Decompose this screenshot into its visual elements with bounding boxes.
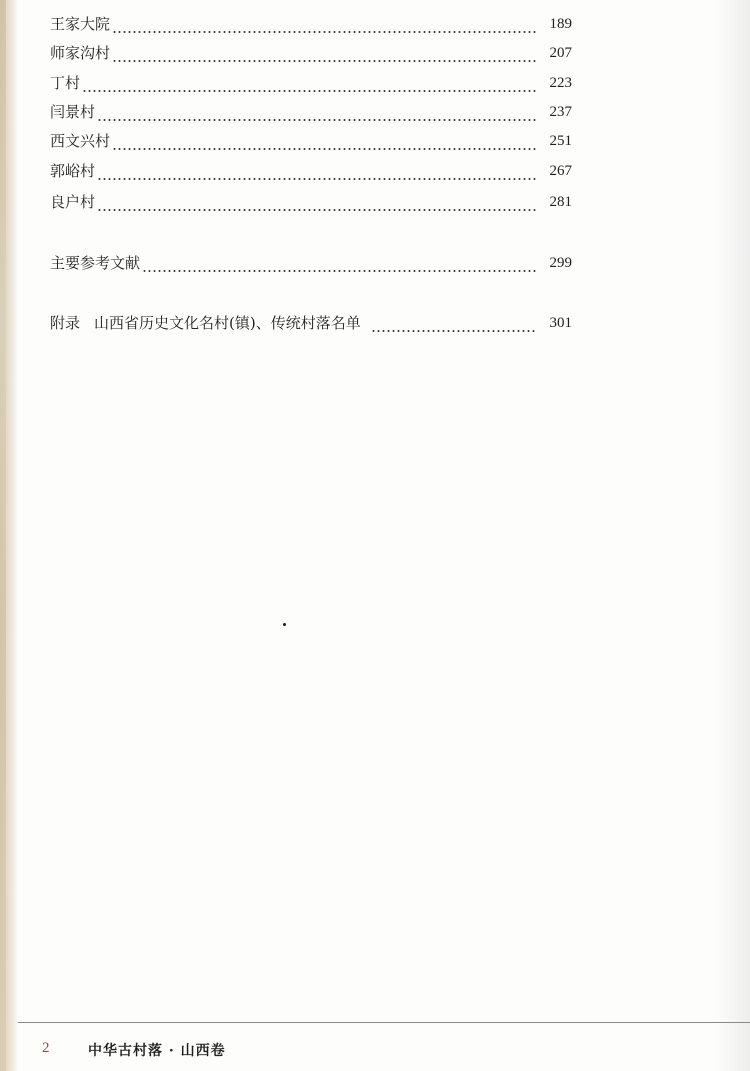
toc-entry-title: 闫景村 [50, 103, 96, 121]
page-footer [0, 1040, 750, 1064]
appendix-prefix: 附录 [50, 314, 81, 332]
toc-entry[interactable] [50, 12, 572, 36]
dot-leader [97, 159, 536, 183]
running-title: 中华古村落 · 山西卷 [88, 1043, 226, 1059]
toc-entry-title: 师家沟村 [50, 44, 111, 62]
toc-entry-title: 丁村 [50, 74, 81, 92]
dot-leader [112, 12, 536, 36]
toc-entry-title: 郭峪村 [50, 162, 96, 180]
dot-leader [97, 190, 536, 214]
toc-entry-page: 281 [549, 194, 572, 210]
toc-entry[interactable] [50, 159, 572, 183]
footer-divider [18, 1022, 750, 1023]
toc-entry-title: 主要参考文献 [50, 254, 141, 272]
toc-entry-page: 237 [549, 104, 572, 120]
toc-entry[interactable] [50, 190, 572, 214]
toc-entry[interactable] [50, 129, 572, 153]
toc-entry[interactable] [50, 41, 572, 65]
toc-entry-appendix[interactable] [50, 311, 572, 335]
toc-entry[interactable] [50, 71, 572, 95]
dot-leader [142, 251, 536, 275]
toc-entry-page: 299 [549, 255, 572, 271]
toc-entry-title [50, 311, 361, 335]
toc-entry[interactable] [50, 100, 572, 124]
toc-entry-title: 西文兴村 [50, 132, 111, 150]
toc-entry-page: 223 [549, 75, 572, 91]
toc-entry-page: 267 [549, 163, 572, 179]
dot-leader [82, 71, 536, 95]
toc-entry[interactable] [50, 251, 572, 275]
appendix-title: 山西省历史文化名村(镇)、传统村落名单 [94, 314, 361, 332]
dot-leader [112, 129, 536, 153]
dot-leader [97, 100, 536, 124]
toc-entry-title: 王家大院 [50, 15, 111, 33]
toc-entry-page: 189 [549, 16, 572, 32]
dot-leader [112, 41, 536, 65]
toc-entry-page: 301 [549, 315, 572, 331]
page-number: 2 [42, 1040, 50, 1056]
dot-leader [371, 311, 536, 335]
print-speck [283, 623, 286, 626]
toc-entry-title: 良户村 [50, 193, 96, 211]
toc-entry-page: 207 [549, 45, 572, 61]
page-binding-edge [0, 0, 18, 1071]
toc-entry-page: 251 [549, 133, 572, 149]
page-shadow-edge [716, 0, 750, 1071]
